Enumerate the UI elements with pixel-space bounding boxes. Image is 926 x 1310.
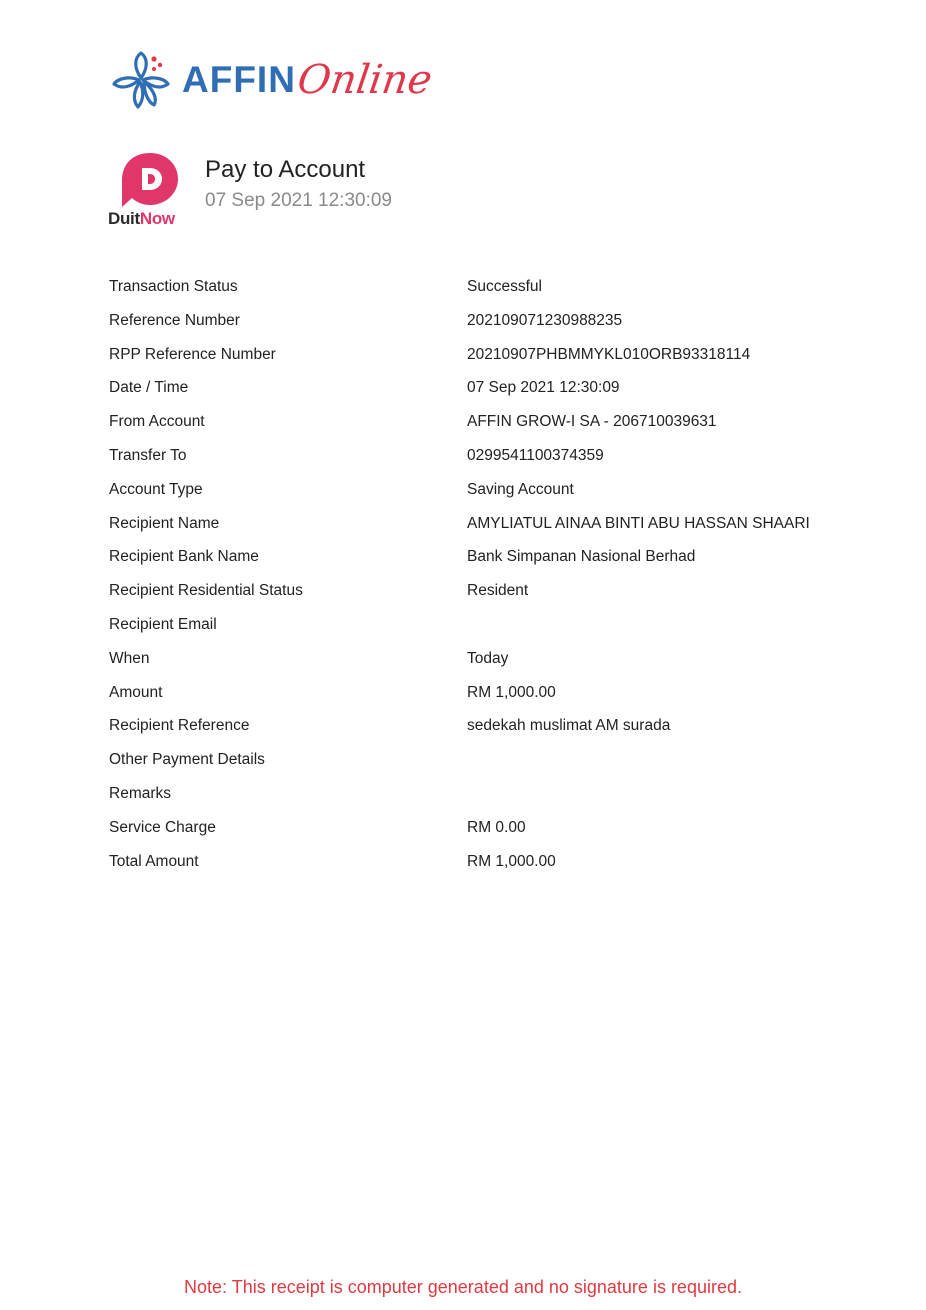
detail-label: Recipient Reference [109, 717, 250, 735]
transaction-datetime: 07 Sep 2021 12:30:09 [205, 190, 393, 211]
detail-value: Saving Account [467, 480, 574, 498]
detail-label: Reference Number [109, 311, 240, 329]
detail-label: Transaction Status [109, 278, 238, 295]
detail-row [109, 409, 829, 443]
detail-row [109, 443, 829, 477]
duitnow-part1: Duit [108, 209, 140, 228]
receipt-header [108, 152, 393, 232]
detail-row [109, 612, 829, 646]
logo-affin-text: AFFIN [182, 59, 296, 100]
detail-value: 202109071230988235 [467, 311, 623, 329]
detail-row [109, 646, 829, 680]
detail-label: Account Type [109, 480, 203, 498]
detail-value: RM 1,000.00 [467, 683, 556, 701]
detail-label: Recipient Name [109, 514, 220, 532]
detail-value: AFFIN GROW-I SA - 206710039631 [467, 413, 717, 431]
detail-row [109, 815, 829, 849]
duitnow-wordmark [108, 209, 175, 229]
detail-value: Bank Simpanan Nasional Berhad [467, 548, 696, 566]
logo-online-text: Online [294, 57, 435, 103]
detail-label: RPP Reference Number [109, 345, 276, 363]
detail-row [109, 849, 829, 883]
transaction-details [109, 274, 829, 882]
detail-value: 0299541100374359 [467, 446, 604, 464]
detail-row [109, 747, 829, 781]
detail-row [109, 511, 829, 545]
page-title: Pay to Account [205, 156, 366, 183]
detail-label: Service Charge [109, 818, 216, 836]
detail-label: Date / Time [109, 379, 189, 397]
duitnow-logo [108, 152, 194, 232]
detail-row [109, 544, 829, 578]
detail-label: From Account [109, 413, 205, 431]
detail-row [109, 578, 829, 612]
detail-value: Today [467, 649, 509, 667]
detail-value: AMYLIATUL AINAA BINTI ABU HASSAN SHAARI [467, 514, 810, 532]
detail-value: Successful [467, 278, 542, 295]
detail-value: 20210907PHBMMYKL010ORB93318114 [467, 345, 751, 363]
detail-value: sedekah muslimat AM surada [467, 717, 671, 735]
detail-label: Recipient Bank Name [109, 548, 259, 566]
detail-value: 07 Sep 2021 12:30:09 [467, 379, 620, 397]
header-text [205, 155, 392, 213]
detail-label: Remarks [109, 784, 172, 802]
detail-label: Other Payment Details [109, 751, 265, 769]
detail-row [109, 713, 829, 747]
detail-row [109, 680, 829, 714]
detail-label: Amount [109, 683, 163, 701]
detail-label: Recipient Residential Status [109, 582, 303, 600]
receipt-disclaimer: Note: This receipt is computer generated and no signature is required. [184, 1277, 742, 1297]
detail-label: Recipient Email [109, 615, 217, 633]
detail-label: Total Amount [109, 852, 199, 870]
detail-value: Resident [467, 582, 529, 600]
detail-label: When [109, 649, 150, 667]
detail-row [109, 781, 829, 815]
detail-value: RM 0.00 [467, 818, 526, 836]
detail-row [109, 274, 829, 308]
affin-flower-icon [110, 50, 172, 110]
detail-value: RM 1,000.00 [467, 852, 556, 870]
duitnow-icon [108, 152, 194, 210]
duitnow-part2: Now [139, 209, 175, 228]
detail-row [109, 308, 829, 342]
affin-online-logo [110, 50, 435, 110]
detail-label: Transfer To [109, 446, 187, 464]
detail-row [109, 342, 829, 376]
detail-row [109, 477, 829, 511]
detail-row [109, 375, 829, 409]
